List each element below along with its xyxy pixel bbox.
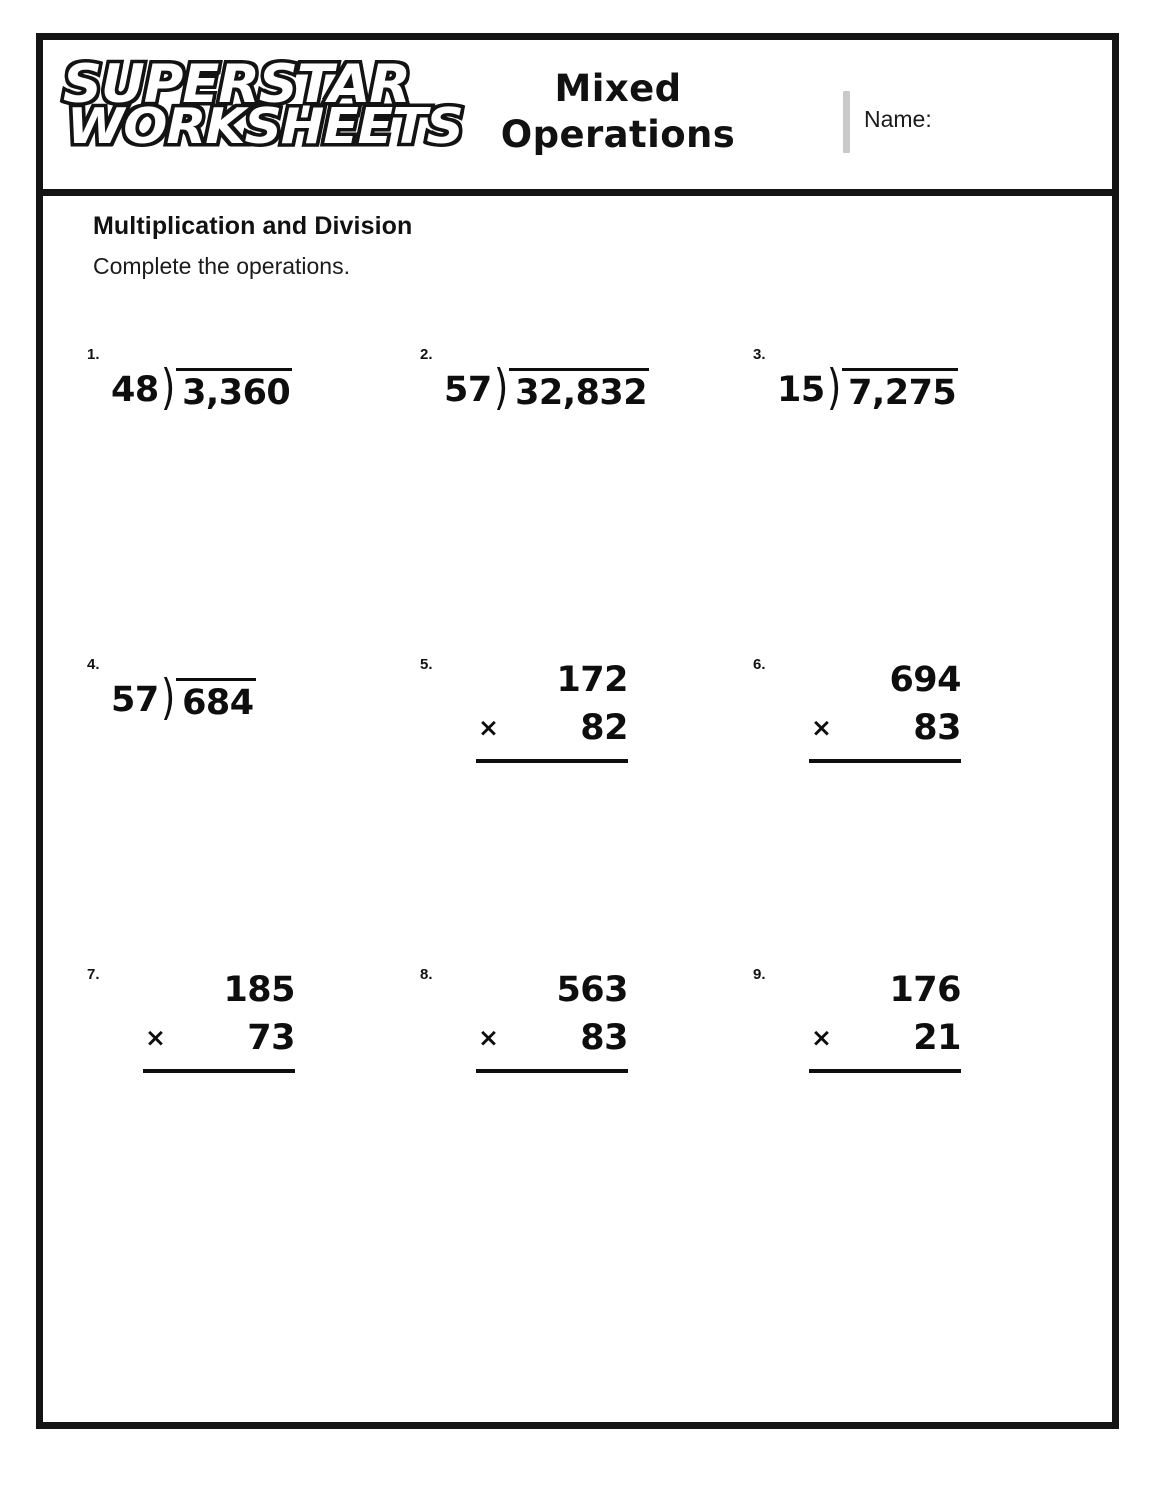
- worksheet-body: [43, 196, 1112, 1429]
- problem-number: 1.: [87, 346, 100, 363]
- column-multiplication-expression: [143, 966, 295, 1073]
- page-title: [443, 66, 793, 157]
- multiplicand: 176: [889, 970, 961, 1010]
- dividend: 7,275: [842, 368, 958, 415]
- problem-4: [83, 656, 416, 966]
- problem-number: 4.: [87, 656, 100, 673]
- division-bracket-icon: ): [160, 669, 176, 726]
- page-title-line-2: Operations: [500, 112, 736, 156]
- section-heading: Multiplication and Division: [93, 212, 413, 240]
- multiplicand-row: [809, 966, 961, 1014]
- dividend: 32,832: [509, 368, 649, 415]
- multiplier: 73: [247, 1018, 295, 1058]
- problem-row: [83, 656, 1083, 966]
- multiplier-row: [809, 1014, 961, 1065]
- problem-number: 9.: [753, 966, 766, 983]
- multiply-operator-icon: ×: [478, 1023, 499, 1052]
- multiplicand-row: [143, 966, 295, 1014]
- multiply-operator-icon: ×: [811, 1023, 832, 1052]
- problem-9: [749, 966, 1082, 1276]
- multiplier: 83: [580, 1018, 628, 1058]
- problem-number: 6.: [753, 656, 766, 673]
- problem-number: 2.: [420, 346, 433, 363]
- division-bracket-icon: ): [826, 359, 842, 416]
- multiplier-row: [809, 704, 961, 755]
- problem-number: 5.: [420, 656, 433, 673]
- divisor: 57: [444, 370, 492, 410]
- answer-rule: [809, 759, 961, 763]
- problem-1: [83, 346, 416, 656]
- dividend: 684: [176, 678, 256, 725]
- long-division-expression: [444, 359, 649, 416]
- section-instructions: Complete the operations.: [93, 253, 350, 279]
- column-multiplication-expression: [809, 966, 961, 1073]
- name-divider-bar: [843, 91, 850, 153]
- problem-2: [416, 346, 749, 656]
- page-title-line-1: Mixed: [554, 67, 682, 110]
- logo-text-line-1: SUPERSTAR: [63, 54, 410, 115]
- name-field-label: Name:: [864, 106, 932, 132]
- dividend: 3,360: [176, 368, 292, 415]
- multiplicand-row: [476, 966, 628, 1014]
- long-division-expression: [777, 359, 958, 416]
- multiplier-row: [476, 1014, 628, 1065]
- multiplier-row: [476, 704, 628, 755]
- division-bracket-icon: ): [160, 359, 176, 416]
- worksheet-page: [36, 33, 1119, 1429]
- multiplicand: 694: [889, 660, 961, 700]
- answer-rule: [476, 1069, 628, 1073]
- answer-rule: [476, 759, 628, 763]
- multiplicand: 563: [556, 970, 628, 1010]
- answer-rule: [809, 1069, 961, 1073]
- multiplier: 83: [913, 708, 961, 748]
- multiplicand: 172: [556, 660, 628, 700]
- multiplicand: 185: [223, 970, 295, 1010]
- logo-text-line-2: WORKSHEETS: [67, 98, 463, 155]
- superstar-worksheets-logo: [63, 54, 463, 170]
- long-division-expression: [111, 359, 292, 416]
- problem-7: [83, 966, 416, 1276]
- divisor: 15: [777, 370, 825, 410]
- problem-8: [416, 966, 749, 1276]
- multiplier: 21: [913, 1018, 961, 1058]
- problem-number: 8.: [420, 966, 433, 983]
- column-multiplication-expression: [476, 966, 628, 1073]
- answer-rule: [143, 1069, 295, 1073]
- problem-number: 3.: [753, 346, 766, 363]
- division-bracket-icon: ): [493, 359, 509, 416]
- multiplier: 82: [580, 708, 628, 748]
- divisor: 57: [111, 680, 159, 720]
- multiplier-row: [143, 1014, 295, 1065]
- problem-3: [749, 346, 1082, 656]
- problem-grid: [83, 346, 1083, 1276]
- multiplicand-row: [476, 656, 628, 704]
- problem-6: [749, 656, 1082, 966]
- divisor: 48: [111, 370, 159, 410]
- multiply-operator-icon: ×: [811, 713, 832, 742]
- problem-row: [83, 966, 1083, 1276]
- multiply-operator-icon: ×: [145, 1023, 166, 1052]
- column-multiplication-expression: [809, 656, 961, 763]
- worksheet-header: [43, 40, 1112, 196]
- problem-number: 7.: [87, 966, 100, 983]
- multiply-operator-icon: ×: [478, 713, 499, 742]
- multiplicand-row: [809, 656, 961, 704]
- long-division-expression: [111, 669, 256, 726]
- column-multiplication-expression: [476, 656, 628, 763]
- problem-row: [83, 346, 1083, 656]
- problem-5: [416, 656, 749, 966]
